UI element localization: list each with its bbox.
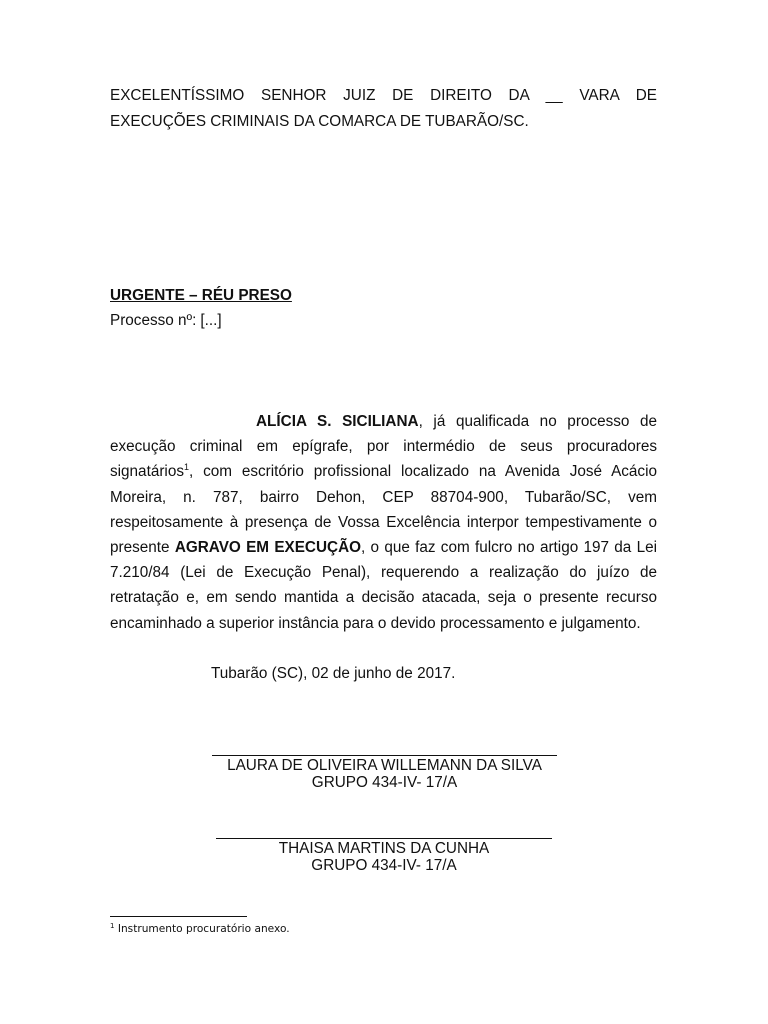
signature-block-2	[216, 824, 552, 874]
footnote	[110, 922, 290, 936]
body-text-1: , já qualificada no processo de execução criminal em epígrafe, por intermédio de seus procuradores signatários	[110, 413, 657, 481]
process-label: Processo nº:	[110, 312, 197, 329]
process-number	[110, 310, 222, 332]
addressee-line-1: EXCELENTÍSSIMO SENHOR JUIZ DE DIREITO DA __ VARA DE	[110, 87, 657, 104]
footnote-reference: 1	[183, 462, 189, 473]
signature-line	[216, 838, 552, 839]
signer-name: THAISA MARTINS DA CUNHA	[278, 840, 490, 857]
signer-group: GRUPO 434-IV- 17/A	[311, 857, 457, 874]
signature-block-1	[212, 741, 557, 791]
footnote-separator	[110, 916, 247, 917]
signer-name: LAURA DE OLIVEIRA WILLEMANN DA SILVA	[227, 757, 542, 774]
addressee-heading	[110, 83, 657, 135]
petition-body	[110, 409, 657, 636]
signature-line	[212, 755, 557, 756]
party-name: ALÍCIA S. SICILIANA	[256, 413, 419, 430]
footnote-number: 1	[110, 922, 115, 930]
body-text-2: , com escritório profissional localizado na Avenida José Acácio Moreira, n. 787, bairro Dehon, CEP 88704-900, Tubarão/SC, vem respeitosamente à presença de Vossa Excelência interpor tempestivamente o presente	[110, 463, 657, 557]
body-text-3: , o que faz com fulcro no artigo 197 da Lei 7.210/84 (Lei de Execução Penal), requerendo a realização do juízo de retratação e, em sendo mantida a decisão atacada, seja o presente recurso encaminhado a superior instância para o devido processamento e julgamento.	[110, 539, 657, 632]
addressee-line-2: EXECUÇÕES CRIMINAIS DA COMARCA DE TUBARÃO/SC.	[110, 113, 529, 130]
signer-group: GRUPO 434-IV- 17/A	[311, 774, 458, 791]
place-date: Tubarão (SC), 02 de junho de 2017.	[211, 665, 456, 682]
urgent-notice: URGENTE – RÉU PRESO	[110, 287, 292, 304]
footnote-text: Instrumento procuratório anexo.	[117, 923, 290, 935]
appeal-name: AGRAVO EM EXECUÇÃO	[174, 539, 362, 557]
process-value: [...]	[200, 312, 222, 329]
